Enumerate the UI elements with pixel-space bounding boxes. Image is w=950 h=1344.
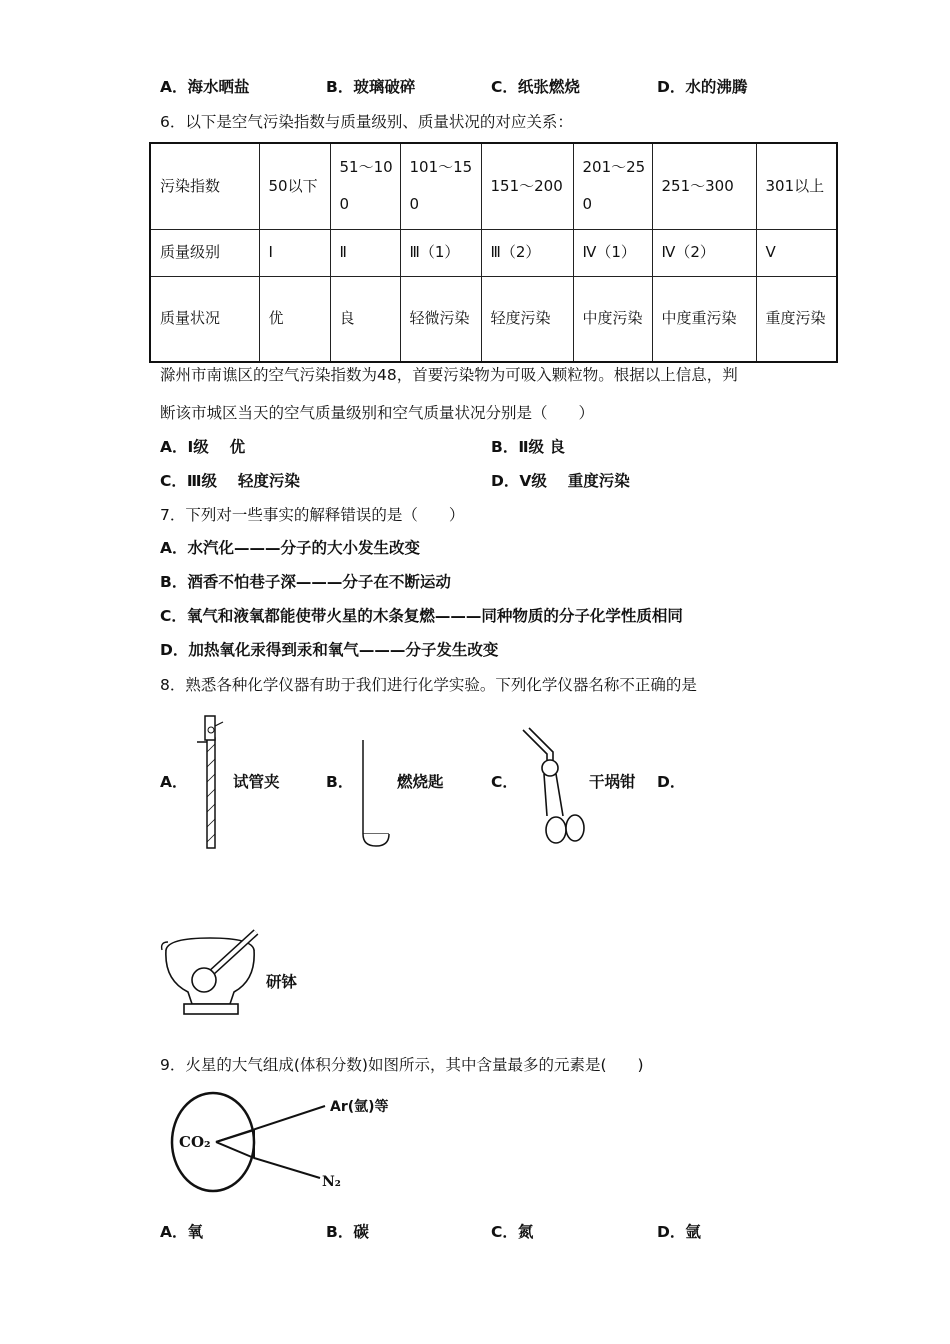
q9-option-c: C．氮	[491, 1223, 534, 1241]
q6-text-line2: 断该市城区当天的空气质量级别和空气质量状况分别是（ ）	[160, 404, 595, 422]
table-row-index	[150, 143, 837, 229]
q8-name-b: 燃烧匙	[397, 773, 444, 791]
q6-option-d: D．Ⅴ级 重度污染	[491, 472, 630, 490]
level-cell: Ⅳ（1）	[573, 229, 652, 276]
q9-option-a: A．氧	[160, 1223, 203, 1241]
co2-label: CO₂	[179, 1133, 211, 1151]
q8-name-d: 研钵	[266, 973, 298, 991]
level-cell: Ⅱ	[330, 229, 400, 276]
index-cell: 301以上	[756, 143, 837, 229]
q8-name-a: 试管夹	[233, 773, 280, 791]
q6-text-line1: 滁州市南谯区的空气污染指数为48，首要污染物为可吸入颗粒物。根据以上信息，判	[160, 366, 738, 384]
n2-label: N₂	[322, 1174, 341, 1190]
q7-option-c: C．氧气和液氧都能使带火星的木条复燃———同种物质的分子化学性质相同	[160, 607, 683, 625]
q6-stem: 6．以下是空气污染指数与质量级别、质量状况的对应关系：	[160, 113, 573, 131]
q8-letter-a: A．	[160, 773, 188, 791]
ar-label: Ar(氩)等	[330, 1099, 389, 1115]
q8-letter-c: C．	[491, 773, 518, 791]
q6-option-c: C．Ⅲ级 轻度污染	[160, 472, 300, 490]
status-cell: 良	[330, 276, 400, 362]
index-cell: 201～250	[573, 143, 652, 229]
table-row-level	[150, 229, 837, 276]
q7-option-d: D．加热氧化汞得到汞和氧气———分子发生改变	[160, 641, 499, 659]
row-label-level: 质量级别	[150, 229, 259, 276]
q5-option-d: D．水的沸腾	[657, 78, 748, 96]
status-cell: 优	[259, 276, 330, 362]
q7-stem: 7．下列对一些事实的解释错误的是（ ）	[160, 506, 465, 524]
mortar-pestle-icon	[160, 928, 265, 1020]
q9-stem: 9．火星的大气组成(体积分数)如图所示，其中含量最多的元素是( )	[160, 1056, 644, 1074]
level-cell: Ⅲ（1）	[400, 229, 481, 276]
q7-option-a: A．水汽化———分子的大小发生改变	[160, 539, 420, 557]
level-cell: Ⅳ（2）	[652, 229, 756, 276]
table-row-status	[150, 276, 837, 362]
q5-option-b: B．玻璃破碎	[326, 78, 416, 96]
status-cell: 中度重污染	[652, 276, 756, 362]
combustion-spoon-icon	[355, 738, 395, 850]
q8-stem: 8．熟悉各种化学仪器有助于我们进行化学实验。下列化学仪器名称不正确的是	[160, 676, 697, 694]
index-cell: 151～200	[481, 143, 573, 229]
index-cell: 50以下	[259, 143, 330, 229]
q5-option-c: C．纸张燃烧	[491, 78, 580, 96]
q9-option-d: D．氩	[657, 1223, 701, 1241]
level-cell: Ⅴ	[756, 229, 837, 276]
status-cell: 中度污染	[573, 276, 652, 362]
row-label-status: 质量状况	[150, 276, 259, 362]
q5-option-a: A．海水晒盐	[160, 78, 250, 96]
q6-option-b: B．Ⅱ级 良	[491, 438, 565, 456]
status-cell: 轻微污染	[400, 276, 481, 362]
q8-letter-b: B．	[326, 773, 354, 791]
q9-option-b: B．碳	[326, 1223, 369, 1241]
q7-option-b: B．酒香不怕巷子深———分子在不断运动	[160, 573, 451, 591]
q8-name-c: 干埚钳	[589, 773, 636, 791]
crucible-tongs-icon	[517, 726, 587, 850]
q6-option-a: A．Ⅰ级 优	[160, 438, 246, 456]
row-label-index: 污染指数	[150, 143, 259, 229]
q8-letter-d: D．	[657, 773, 686, 791]
index-cell: 101～150	[400, 143, 481, 229]
index-cell: 51～100	[330, 143, 400, 229]
status-cell: 轻度污染	[481, 276, 573, 362]
pollution-table	[149, 142, 838, 363]
level-cell: Ⅰ	[259, 229, 330, 276]
test-tube-holder-icon	[193, 712, 229, 852]
level-cell: Ⅲ（2）	[481, 229, 573, 276]
status-cell: 重度污染	[756, 276, 837, 362]
index-cell: 251～300	[652, 143, 756, 229]
